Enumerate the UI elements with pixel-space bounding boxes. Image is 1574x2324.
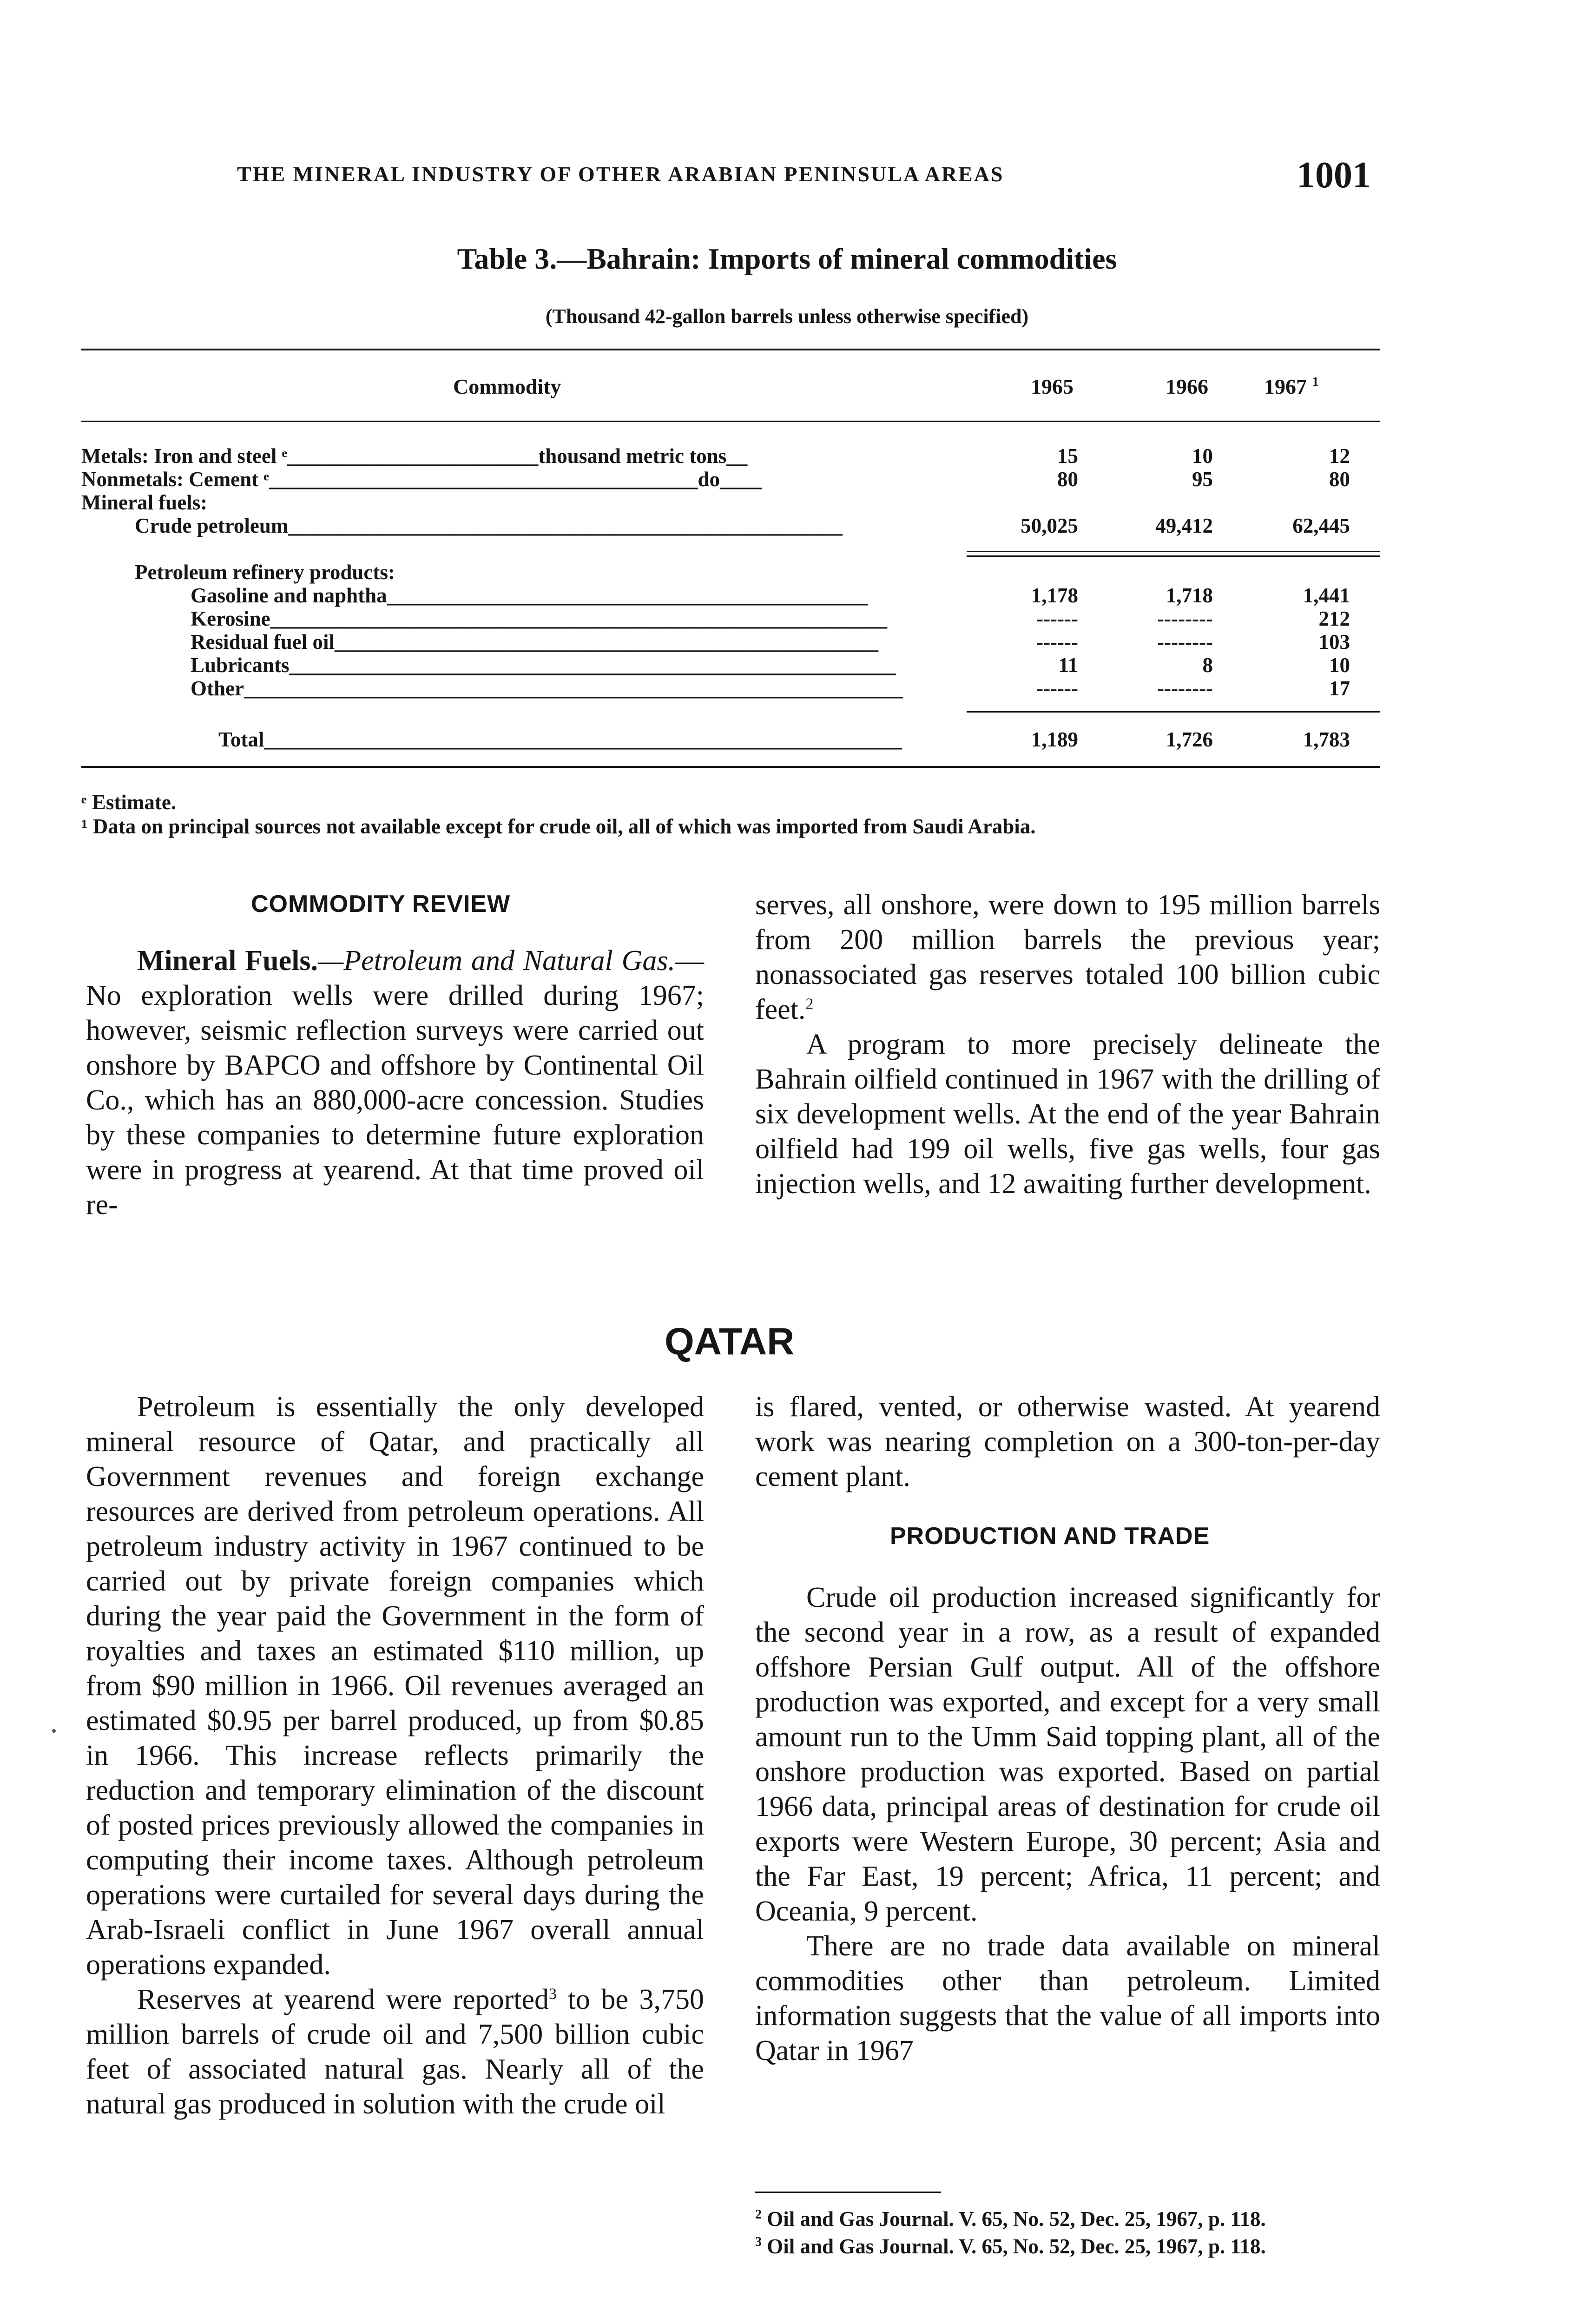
header-1967 [1264, 374, 1319, 399]
footnote-text: Oil and Gas Journal. V. 65, No. 52, Dec. 25, 1967, p. 118. [767, 2207, 1266, 2231]
table-subtitle: (Thousand 42-gallon barrels unless otherwise specified) [545, 305, 1029, 328]
table-cell: 49,412 [1155, 514, 1213, 537]
table-row-label: Petroleum refinery products: [135, 561, 395, 584]
table-cell: ------ [1036, 630, 1078, 654]
paragraph: Crude oil production increased significantly for the second year in a row, as a result of expanded offshore Persian Gulf output. All of the offshore production was exported, and except for a very small amount run to the Umm Said topping plant, all of the onshore production was exported. Based on partial 1966 data, principal areas of destination for crude oil exports were Western Europe, 30 percent; Asia and the Far East, 19 percent; Africa, 11 percent; and Oceania, 9 percent. [755, 1582, 1380, 1927]
table-row-label: Kerosine___________________________________________________________ [191, 607, 888, 630]
qatar-right-column [755, 1580, 1380, 2068]
table-row-label: Gasoline and naphtha______________________________________________ [191, 584, 868, 607]
commodity-review-left-column [86, 944, 704, 1222]
table-cell: 80 [1057, 468, 1078, 491]
table-cell: 1,178 [1031, 584, 1078, 607]
margin-dot [52, 1729, 56, 1733]
subtotal-rule [967, 551, 1380, 552]
footnote [755, 2231, 1383, 2258]
subtotal-rule [967, 555, 1380, 557]
qatar-heading: QATAR [665, 1320, 795, 1363]
table-cell: 95 [1192, 468, 1213, 491]
table-cell: -------- [1157, 630, 1213, 654]
table-row-label: Nonmetals: Cement ᵉ_________________________________________do____ [81, 468, 762, 491]
table-cell: 80 [1329, 468, 1350, 491]
header-commodity: Commodity [453, 375, 561, 398]
subtotal-rule [967, 711, 1380, 713]
header-1966: 1966 [1166, 375, 1208, 398]
table-cell: 12 [1329, 444, 1350, 468]
table-cell: 1,441 [1303, 584, 1350, 607]
header-1965: 1965 [1031, 375, 1073, 398]
header-1967-year: 1967 [1264, 375, 1307, 398]
paragraph: A program to more precisely delineate the Bahrain oilfield continued in 1967 with the drilling of six development wells. At the end of the year Bahrain oilfield had 199 oil wells, five gas wells, four gas injection wells, and 12 awaiting further development. [755, 1029, 1380, 1200]
paragraph: to be 3,750 million barrels of crude oil and 7,500 billion cubic feet of associated natural gas. Nearly all of the natural gas produced in solution with the crude oil [86, 1984, 704, 2120]
table-bottom-rule [81, 766, 1380, 768]
page-number: 1001 [1297, 155, 1371, 196]
paragraph: serves, all onshore, were down to 195 million barrels from 200 million barrels the previous year; nonassociated gas reserves totaled 100 billion cubic feet. [755, 889, 1380, 1025]
table-row-label: Residual fuel oil____________________________________________________ [191, 630, 879, 654]
footnote-text: Oil and Gas Journal. V. 65, No. 52, Dec. 25, 1967, p. 118. [767, 2235, 1266, 2258]
table-title: Table 3.—Bahrain: Imports of mineral commodities [457, 242, 1117, 275]
paragraph: —No exploration wells were drilled during 1967; however, seismic reflection surveys were carried out onshore by BAPCO and offshore by Continental Oil Co., which has an 880,000-acre concession. Studies by these companies to determine future exploration were in progress at yearend. At that time proved oil re- [86, 945, 704, 1221]
table-row-label: Mineral fuels: [81, 491, 208, 514]
table-cell: 103 [1318, 630, 1350, 654]
footnote-mark: 3 [755, 2235, 762, 2249]
table-cell: -------- [1157, 677, 1213, 700]
table-cell: 50,025 [1021, 514, 1078, 537]
table-cell: -------- [1157, 607, 1213, 630]
table-cell: 8 [1202, 654, 1213, 677]
footnote-rule [755, 2192, 941, 2193]
table-row-label: Crude petroleum_____________________________________________________ [135, 514, 843, 537]
table-cell: 17 [1329, 677, 1350, 700]
table-cell: 11 [1058, 654, 1078, 677]
table-cell: 10 [1192, 444, 1213, 468]
footnote [755, 2203, 1383, 2231]
lead-heading: Mineral Fuels. [137, 945, 318, 977]
paragraph: There are no trade data available on mineral commodities other than petroleum. Limited information suggests that the value of all imports into Qatar in 1967 [755, 1930, 1380, 2067]
qatar-right-column-top [755, 1390, 1380, 1494]
table-cell: 15 [1057, 444, 1078, 468]
table-top-rule [81, 349, 1380, 350]
table-row-label: Lubricants__________________________________________________________ [191, 654, 896, 677]
paragraph: Reserves at yearend were reported [137, 1984, 549, 2015]
lead-subheading: —Petroleum and Natural Gas. [318, 945, 675, 977]
table-footnote: ¹ Data on principal sources not available except for crude oil, all of which was imported from Saudi Arabia. [81, 815, 1036, 838]
header-1967-note: 1 [1312, 375, 1319, 390]
table-row-label: Other_______________________________________________________________ [191, 677, 903, 700]
table-cell: 1,783 [1303, 728, 1350, 751]
commodity-review-right-column [755, 888, 1380, 1202]
production-trade-heading: PRODUCTION AND TRADE [890, 1523, 1210, 1550]
paragraph: is flared, vented, or otherwise wasted. At yearend work was nearing completion on a 300-ton-per-day cement plant. [755, 1391, 1380, 1492]
table-row-label: Metals: Iron and steel ᵉ________________________thousand metric tons__ [81, 444, 748, 468]
table-header-rule [81, 421, 1380, 422]
table-cell: 10 [1329, 654, 1350, 677]
table-cell: 212 [1318, 607, 1350, 630]
table-footnote: ᵉ Estimate. [81, 791, 177, 814]
footnote-ref: 2 [805, 995, 814, 1013]
qatar-footnotes [755, 2203, 1383, 2258]
table-cell: ------ [1036, 677, 1078, 700]
table-cell: 1,189 [1031, 728, 1078, 751]
table-cell: 1,726 [1166, 728, 1213, 751]
table-cell: 62,445 [1292, 514, 1350, 537]
running-head: THE MINERAL INDUSTRY OF OTHER ARABIAN PENINSULA AREAS [237, 162, 1004, 186]
table-cell: ------ [1036, 607, 1078, 630]
footnote-mark: 2 [755, 2207, 762, 2222]
table-row-label: Total_____________________________________________________________ [218, 728, 902, 751]
qatar-left-column [86, 1390, 704, 2122]
footnote-ref: 3 [549, 1985, 557, 2003]
table-cell: 1,718 [1166, 584, 1213, 607]
commodity-review-heading: COMMODITY REVIEW [251, 891, 511, 918]
paragraph: Petroleum is essentially the only developed mineral resource of Qatar, and practically all Government revenues and foreign exchange resources are derived from petroleum operations. All petroleum industry activity in 1967 continued to be carried out by private foreign companies which during the year paid the Government in the form of royalties and taxes an estimated $110 million, up from $90 million in 1966. Oil revenues averaged an estimated $0.95 per barrel produced, up from $0.85 in 1966. This increase reflects primarily the reduction and temporary elimination of the discount of posted prices previously allowed the companies in computing their income taxes. Although petroleum operations were curtailed for several days during the Arab-Israeli conflict in June 1967 overall annual operations expanded. [86, 1391, 704, 1981]
